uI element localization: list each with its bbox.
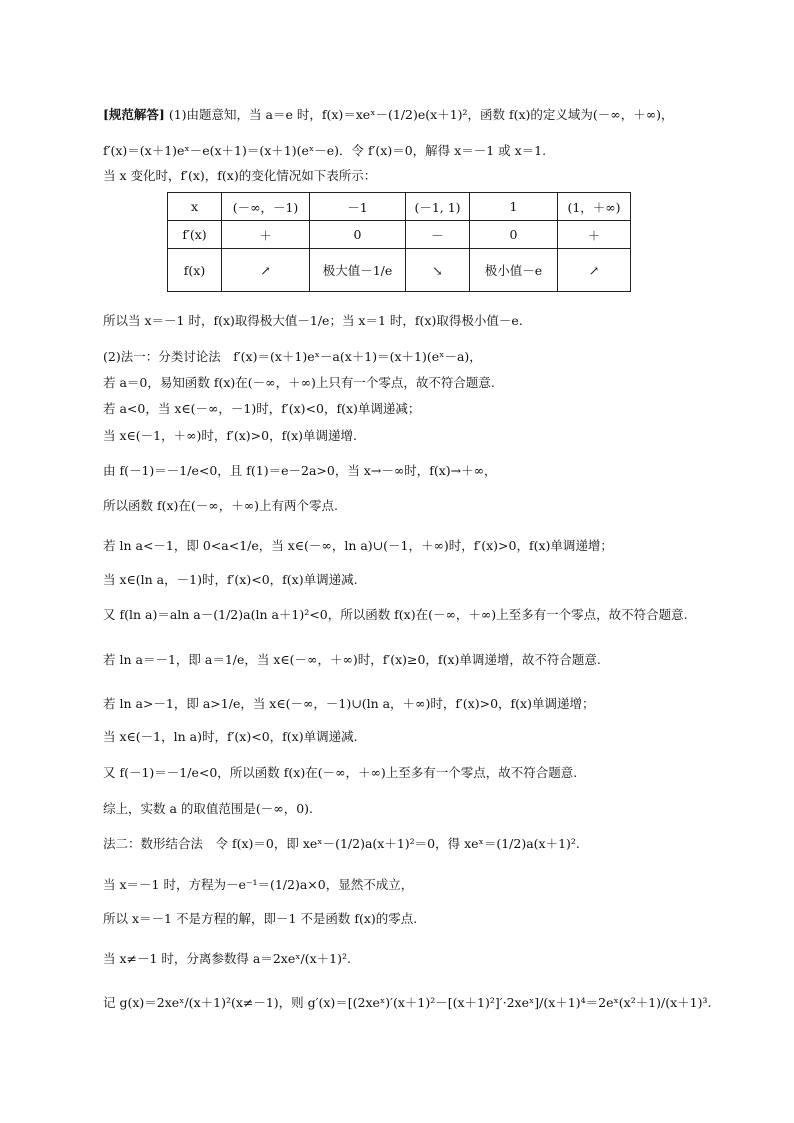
line-3: 当 x 变化时，f′(x)，f(x)的变化情况如下表所示： xyxy=(103,168,377,183)
table-cell: ↗ xyxy=(558,249,631,292)
table-cell: (1，＋∞) xyxy=(558,193,631,221)
line-1 xyxy=(103,106,674,124)
table-cell: ＋ xyxy=(222,221,310,249)
line-12: 当 x∈(ln a，－1)时，f′(x)<0，f(x)单调递减. xyxy=(103,572,358,587)
table-cell: － xyxy=(406,221,470,249)
line-14: 若 ln a＝－1，即 a＝1/e，当 x∈(－∞，＋∞)时，f′(x)≥0，f(x)单调递增，故不符合题意. xyxy=(103,652,601,667)
line-22: 当 x≠－1 时，分离参数得 a＝2xeˣ/(x＋1)². xyxy=(103,951,351,966)
line-13: 又 f(ln a)＝aln a－(1/2)a(ln a＋1)²<0，所以函数 f(x)在(－∞，＋∞)上至多有一个零点，故不符合题意. xyxy=(103,607,688,622)
table-cell: (－1, 1) xyxy=(406,193,470,221)
table-cell: 极小值－e xyxy=(470,249,558,292)
line-4: 所以当 x＝－1 时，f(x)取得极大值－1/e；当 x＝1 时，f(x)取得极小值－e. xyxy=(103,313,523,328)
line-21: 所以 x＝－1 不是方程的解，即－1 不是函数 f(x)的零点. xyxy=(103,911,418,926)
table-cell: f′(x) xyxy=(168,221,222,249)
table-cell: 0 xyxy=(310,221,406,249)
line-15: 若 ln a>－1，即 a>1/e，当 x∈(－∞，－1)∪(ln a，＋∞)时，f′(x)>0，f(x)单调递增； xyxy=(103,696,595,711)
line-20: 当 x＝－1 时，方程为－e⁻¹＝(1/2)a×0，显然不成立， xyxy=(103,877,414,892)
line-19: 法二：数形结合法 令 f(x)＝0，即 xeˣ－(1/2)a(x＋1)²＝0，得 xeˣ＝(1/2)a(x＋1)². xyxy=(103,836,580,851)
table-row xyxy=(168,221,631,249)
table-cell: －1 xyxy=(310,193,406,221)
table-cell: (－∞，－1) xyxy=(222,193,310,221)
line-1-text: (1)由题意知，当 a＝e 时，f(x)＝xeˣ－(1/2)e(x＋1)²，函数 f(x)的定义域为(－∞，＋∞)， xyxy=(164,107,674,122)
variation-table xyxy=(167,192,631,292)
line-17: 又 f(－1)＝－1/e<0，所以函数 f(x)在(－∞，＋∞)上至多有一个零点，故不符合题意. xyxy=(103,765,578,780)
table-row xyxy=(168,249,631,292)
line-16: 当 x∈(－1，ln a)时，f′(x)<0，f(x)单调递减. xyxy=(103,729,358,744)
table-cell: 极大值－1/e xyxy=(310,249,406,292)
line-23: 记 g(x)＝2xeˣ/(x＋1)²(x≠－1)，则 g′(x)＝[(2xeˣ)′(x＋1)²－[(x＋1)²]′·2xeˣ]/(x＋1)⁴＝2eˣ(x²＋1)/(x＋1)³. xyxy=(103,995,712,1010)
line-9: 由 f(－1)＝－1/e<0，且 f(1)＝e－2a>0，当 x→－∞时，f(x)→＋∞， xyxy=(103,463,497,478)
line-8: 当 x∈(－1，＋∞)时，f′(x)>0，f(x)单调递增. xyxy=(103,428,357,443)
section-label: [规范解答] xyxy=(103,107,165,122)
line-10: 所以函数 f(x)在(－∞，＋∞)上有两个零点. xyxy=(103,498,338,513)
table-cell: x xyxy=(168,193,222,221)
table-cell: ↗ xyxy=(222,249,310,292)
table-row xyxy=(168,193,631,221)
line-11: 若 ln a<－1，即 0<a<1/e，当 x∈(－∞，ln a)∪(－1，＋∞)时，f′(x)>0，f(x)单调递增； xyxy=(103,538,613,553)
table-cell: 1 xyxy=(470,193,558,221)
table-cell: ＋ xyxy=(558,221,631,249)
line-6: 若 a＝0，易知函数 f(x)在(－∞，＋∞)上只有一个零点，故不符合题意. xyxy=(103,375,495,390)
table-cell: f(x) xyxy=(168,249,222,292)
line-2: f′(x)＝(x＋1)eˣ－e(x＋1)＝(x＋1)(eˣ－e)．令 f′(x)＝0，解得 x＝－1 或 x＝1. xyxy=(103,143,547,158)
line-7: 若 a<0，当 x∈(－∞，－1)时，f′(x)<0，f(x)单调递减； xyxy=(103,401,421,416)
table-cell: ↘ xyxy=(406,249,470,292)
table-cell: 0 xyxy=(470,221,558,249)
line-18: 综上，实数 a 的取值范围是(－∞，0). xyxy=(103,801,313,816)
line-5: (2)法一：分类讨论法 f′(x)＝(x＋1)eˣ－a(x＋1)＝(x＋1)(eˣ－a)， xyxy=(103,349,482,364)
